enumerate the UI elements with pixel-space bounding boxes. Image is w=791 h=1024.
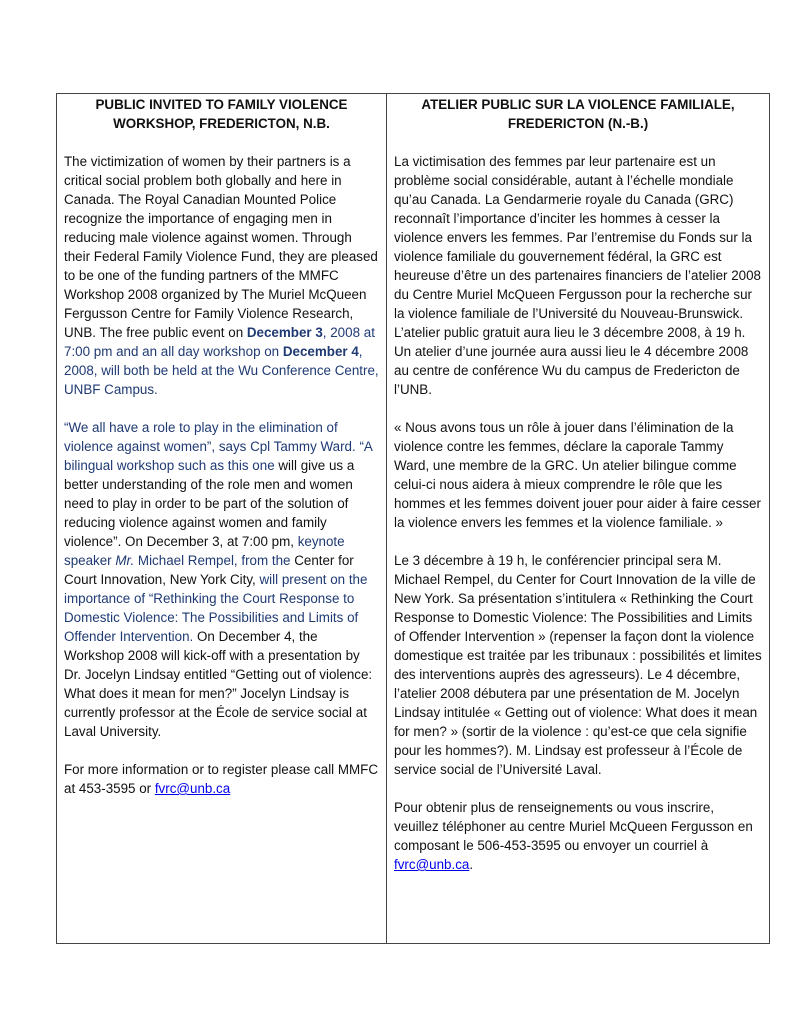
quote-text-f: will present on the importance of “Rethinking the Court Response to Domestic Violence: The Possibilities and Limits of Offender Intervention. (64, 572, 368, 644)
date-december-3: December 3 (246, 325, 323, 340)
quote-text-a: “We all have a role to play in the elimination of violence against women”, says Cpl Tammy Ward. “A bilingual workshop such as this one (64, 420, 373, 473)
french-paragraph-intro: La victimisation des femmes par leur partenaire est un problème social considérable, autant à l’échelle mondiale qu’au Canada. La Gendarmerie royale du Canada (GRC) reconnaît l’importance d’inciter les hommes à cesser la violence envers les femmes. Par l’entremise du Fonds sur la violence familiale du gouvernement fédéral, la GRC est heureuse d’être un des partenaires financiers de l’atelier 2008 du Centre Muriel McQueen Fergusson pour la recherche sur la violence familiale de l’Université du Nouveau-Brunswick. L’atelier public gratuit aura lieu le 3 décembre 2008, à 19 h. Un atelier d’une journée aura aussi lieu le 4 décembre 2008 au centre de conférence Wu du campus de Fredericton de l’UNB. (394, 154, 761, 397)
quote-text-g: On December 4, the Workshop 2008 will kick-off with a presentation by Dr. Jocelyn Lindsay entitled “Getting out of violence: What does it mean for men?” Jocelyn Lindsay is currently professor at the École de service social at Laval University. (64, 629, 373, 739)
french-paragraph-contact (394, 798, 762, 874)
intro-text-a: The victimization of women by their partners is a critical social problem both globally and here in Canada. The Royal Canadian Mounted Police recognize the importance of engaging men in reducing male violence against women. Through their Federal Family Violence Fund, they are pleased to be one of the funding partners of the MMFC Workshop 2008 organized by The Muriel McQueen Fergusson Centre for Family Violence Research, UNB. The free public event on (64, 154, 378, 340)
email-link[interactable]: fvrc@unb.ca (154, 781, 231, 796)
quote-text-mr: Mr. (115, 553, 135, 568)
bilingual-notice-table (56, 93, 770, 944)
english-paragraph-intro (64, 152, 379, 399)
french-contact-end: . (469, 857, 474, 872)
quote-text-b: will give us a better understanding of the role men and women need to play in order to be part of the solution of reducing violence against women and family violence”. On December 3, at 7:00 pm, (64, 458, 355, 549)
french-email-link[interactable]: fvrc@unb.ca (394, 857, 470, 872)
french-title: ATELIER PUBLIC SUR LA VIOLENCE FAMILIALE, FREDERICTON (N.-B.) (421, 97, 735, 131)
english-title: PUBLIC INVITED TO FAMILY VIOLENCE WORKSHOP, FREDERICTON, N.B. (95, 97, 348, 131)
contact-text: For more information or to register please call MMFC at 453-3595 or (64, 762, 379, 796)
english-paragraph-contact (64, 760, 379, 798)
quote-text-e: Center for Court Innovation, New York City, (64, 553, 354, 587)
intro-text-c: , 2008, will both be held at the Wu Conference Centre, UNBF Campus. (64, 344, 379, 397)
english-paragraph-quote (64, 418, 379, 741)
french-contact-text: Pour obtenir plus de renseignements ou vous inscrire, veuillez téléphoner au centre Muriel McQueen Fergusson en composant le 506-453-3595 ou envoyer un courriel à (394, 800, 753, 853)
date-december-4: December 4 (282, 344, 359, 359)
quote-text-d: Michael Rempel, from the (134, 553, 291, 568)
quote-text-c: keynote speaker (64, 534, 345, 568)
french-column (387, 94, 769, 943)
english-column (57, 94, 387, 943)
french-paragraph-speakers: Le 3 décembre à 19 h, le conférencier principal sera M. Michael Rempel, du Center for Court Innovation de la ville de New York. Sa présentation s’intitulera « Rethinking the Court Response to Domestic Violence: The Possibilities and Limits of Offender Intervention » (repenser la façon dont la violence domestique est traitée par les tribunaux : possibilités et limites des interventions auprès des agresseurs). Le 4 décembre, l’atelier 2008 débutera par une présentation de M. Jocelyn Lindsay intitulée « Getting out of violence: What does it mean for men? » (sortir de la violence : qu’est-ce que cela signifie pour les hommes?). M. Lindsay est professeur à l’École de service social de l’Université Laval. (394, 553, 762, 777)
intro-text-b: , 2008 at 7:00 pm and an all day workshop on (64, 325, 375, 359)
french-paragraph-quote: « Nous avons tous un rôle à jouer dans l’élimination de la violence contre les femmes, déclare la caporale Tammy Ward, une membre de la GRC. Un atelier bilingue comme celui-ci nous aidera à mieux comprendre le rôle que les hommes et les femmes doivent jouer pour aider à faire cesser la violence envers les femmes et la violence familiale. » (394, 420, 761, 530)
